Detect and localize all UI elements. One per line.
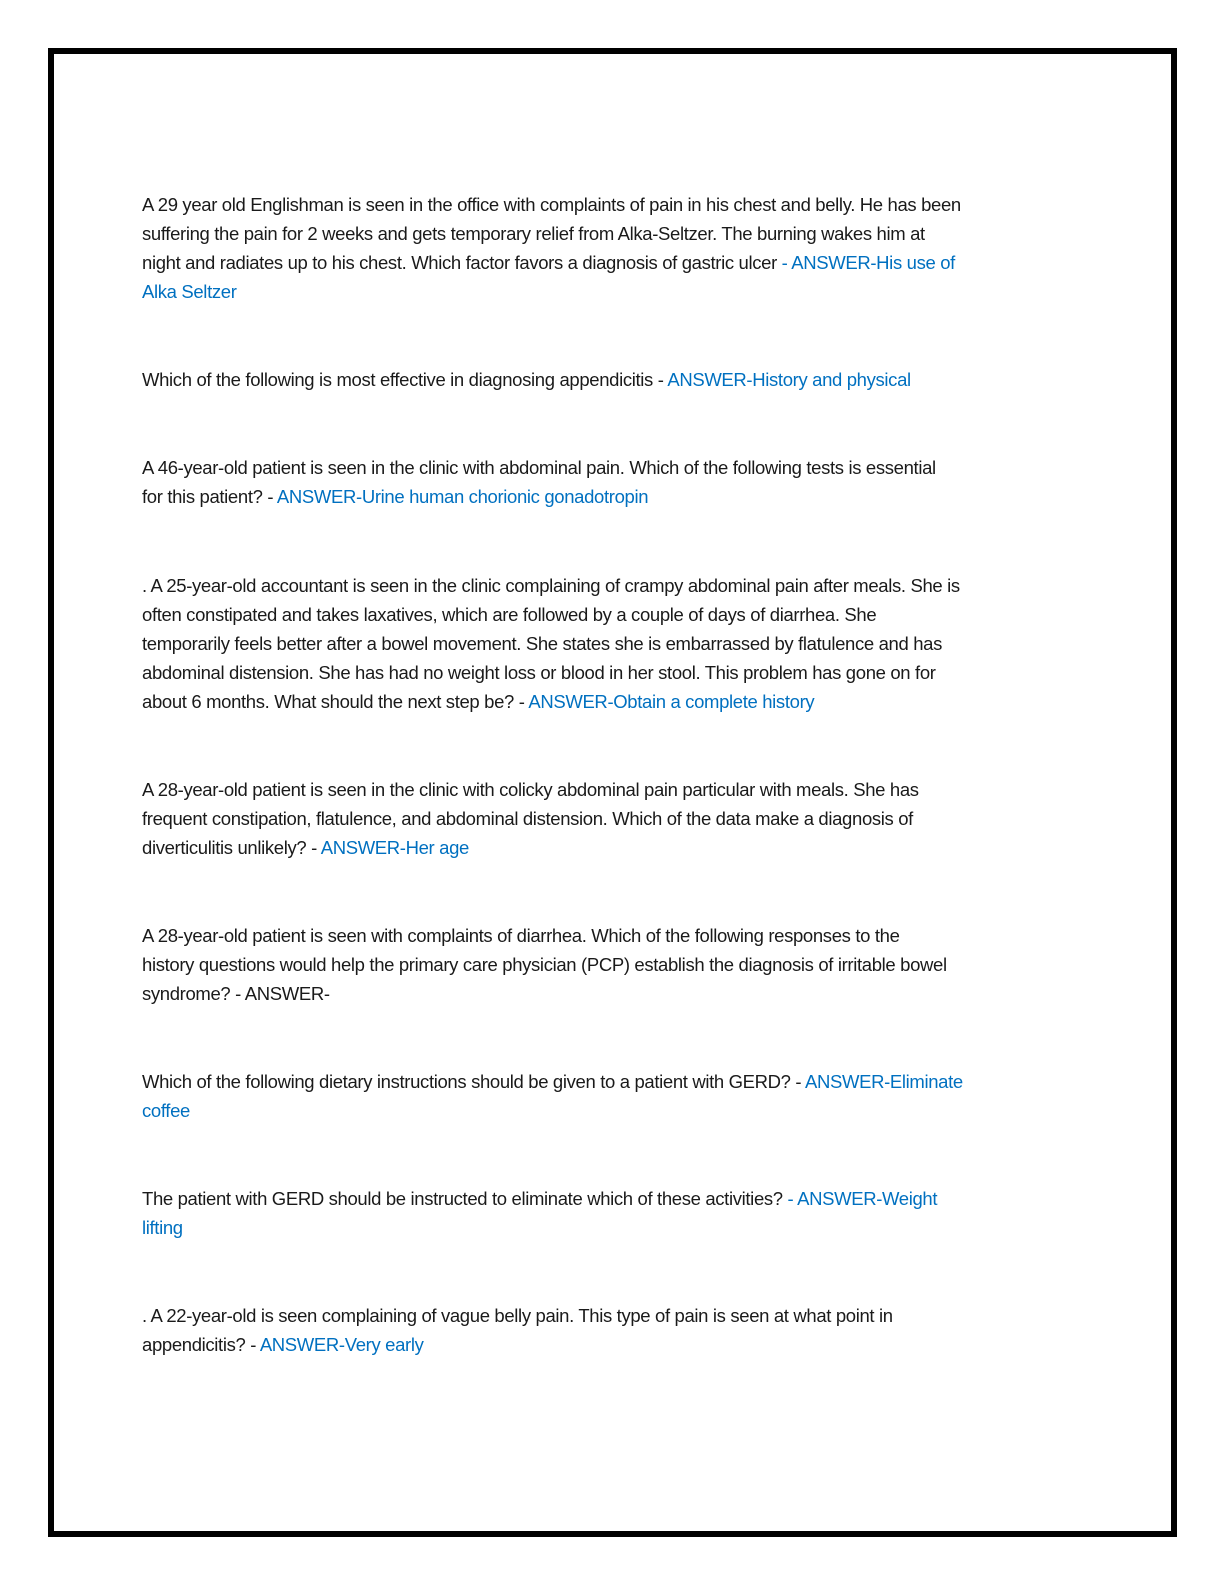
question-text: suffering the pain for 2 weeks and gets temporary relief from Alka-Seltzer. The burning wakes him at <box>142 223 925 244</box>
text-line <box>142 629 960 658</box>
qa-item-9 <box>142 1301 893 1359</box>
question-text: . A 25-year-old accountant is seen in the clinic complaining of crampy abdominal pain after meals. She is <box>142 575 960 596</box>
answer-text: ANSWER-Very early <box>259 1334 424 1355</box>
answer-text: ANSWER-Obtain a complete history <box>528 691 815 712</box>
answer-text: - ANSWER-His use of <box>776 252 955 273</box>
question-text: history questions would help the primary care physician (PCP) establish the diagnosis of irritable bowel <box>142 954 947 975</box>
text-line <box>142 365 911 394</box>
text-line <box>142 219 961 248</box>
question-text: temporarily feels better after a bowel movement. She states she is embarrassed by flatulence and has <box>142 633 942 654</box>
qa-item-3 <box>142 453 936 511</box>
question-text: The patient with GERD should be instructed to eliminate which of these activities? <box>142 1188 783 1209</box>
question-text: for this patient? - <box>142 486 277 507</box>
text-line <box>142 1067 963 1096</box>
text-line <box>142 571 960 600</box>
text-line <box>142 1213 937 1242</box>
question-text: A 28-year-old patient is seen with complaints of diarrhea. Which of the following responses to the <box>142 925 900 946</box>
answer-text: ANSWER-Eliminate <box>804 1071 963 1092</box>
qa-item-6 <box>142 921 947 1008</box>
text-line <box>142 921 947 950</box>
question-text: diverticulitis unlikely? - <box>142 837 321 858</box>
question-text: Which of the following is most effective in diagnosing appendicitis - <box>142 369 668 390</box>
qa-item-5 <box>142 775 919 862</box>
text-line <box>142 1301 893 1330</box>
qa-item-7 <box>142 1067 963 1125</box>
answer-text: ANSWER-Her age <box>320 837 469 858</box>
question-text: frequent constipation, flatulence, and abdominal distension. Which of the data make a diagnosis of <box>142 808 913 829</box>
answer-text: lifting <box>142 1217 183 1238</box>
question-text: Which of the following dietary instructions should be given to a patient with GERD? - <box>142 1071 805 1092</box>
question-text: appendicitis? - <box>142 1334 260 1355</box>
text-line <box>142 1096 963 1125</box>
question-text: A 46-year-old patient is seen in the clinic with abdominal pain. Which of the following tests is essential <box>142 457 936 478</box>
answer-text: coffee <box>142 1100 190 1121</box>
qa-item-1 <box>142 190 961 306</box>
qa-item-2 <box>142 365 911 394</box>
question-text: syndrome? - ANSWER- <box>142 983 330 1004</box>
text-line <box>142 833 919 862</box>
text-line <box>142 658 960 687</box>
answer-text: Alka Seltzer <box>142 281 237 302</box>
answer-text: - ANSWER-Weight <box>782 1188 938 1209</box>
text-line <box>142 600 960 629</box>
text-line <box>142 1184 937 1213</box>
text-line <box>142 775 919 804</box>
question-text: about 6 months. What should the next step be? - <box>142 691 529 712</box>
question-text: night and radiates up to his chest. Which factor favors a diagnosis of gastric ulcer <box>142 252 777 273</box>
qa-item-8 <box>142 1184 937 1242</box>
text-line <box>142 1330 893 1359</box>
text-line <box>142 453 936 482</box>
text-line <box>142 248 961 277</box>
text-line <box>142 482 936 511</box>
question-text: often constipated and takes laxatives, which are followed by a couple of days of diarrhea. She <box>142 604 877 625</box>
text-line <box>142 950 947 979</box>
text-line <box>142 277 961 306</box>
text-line <box>142 979 947 1008</box>
question-text: A 29 year old Englishman is seen in the office with complaints of pain in his chest and belly. He has been <box>142 194 961 215</box>
text-line <box>142 190 961 219</box>
answer-text: ANSWER-Urine human chorionic gonadotropin <box>276 486 649 507</box>
question-text: abdominal distension. She has had no weight loss or blood in her stool. This problem has gone on for <box>142 662 936 683</box>
question-text: A 28-year-old patient is seen in the clinic with colicky abdominal pain particular with meals. She has <box>142 779 919 800</box>
question-text: . A 22-year-old is seen complaining of vague belly pain. This type of pain is seen at what point in <box>142 1305 893 1326</box>
qa-item-4 <box>142 571 960 716</box>
answer-text: ANSWER-History and physical <box>667 369 911 390</box>
text-line <box>142 804 919 833</box>
text-line <box>142 687 960 716</box>
